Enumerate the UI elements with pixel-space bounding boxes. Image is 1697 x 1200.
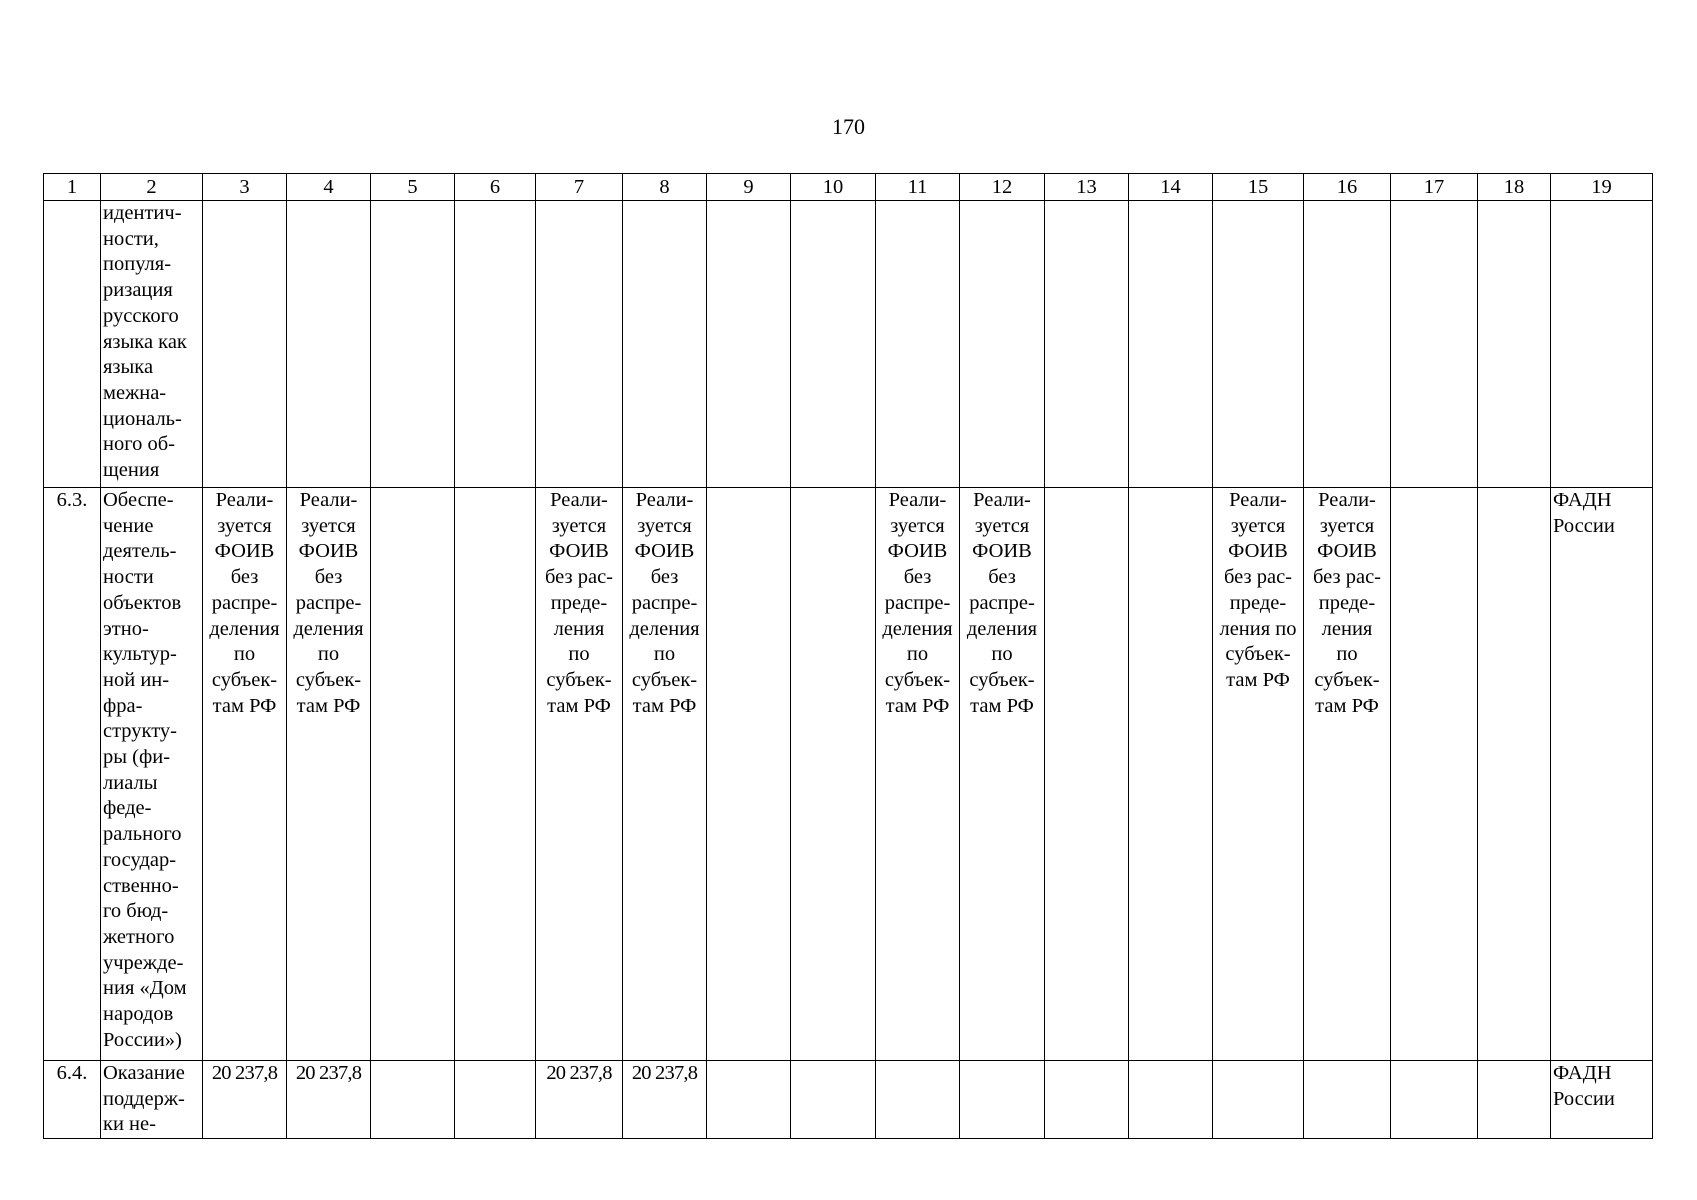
cell-col-19 (1551, 201, 1653, 488)
column-header: 5 (371, 174, 455, 201)
cell-col-19: ФАДН России (1551, 1061, 1653, 1139)
row-number: 6.4. (44, 1061, 101, 1139)
column-header: 15 (1213, 174, 1304, 201)
cell-col-15 (1213, 201, 1304, 488)
column-header: 6 (455, 174, 536, 201)
cell-col-18 (1478, 488, 1551, 1061)
cell-col-15 (1213, 1061, 1304, 1139)
cell-col-11 (876, 201, 960, 488)
column-header: 13 (1045, 174, 1129, 201)
cell-col-13 (1045, 488, 1129, 1061)
table-row-6-3 (44, 488, 1653, 1061)
cell-col-7: Реали- зуется ФОИВ без рас- преде- ления по субъек- там РФ (536, 488, 623, 1061)
cell-col-6 (455, 201, 536, 488)
cell-col-4: Реали- зуется ФОИВ без распре- деления по субъек- там РФ (287, 488, 371, 1061)
column-header: 9 (707, 174, 791, 201)
table-row-6-4 (44, 1061, 1653, 1139)
cell-col-9 (707, 488, 791, 1061)
cell-col-3: 20 237,8 (203, 1061, 287, 1139)
column-header: 4 (287, 174, 371, 201)
cell-col-11: Реали- зуется ФОИВ без распре- деления по субъек- там РФ (876, 488, 960, 1061)
table-row-continuation (44, 201, 1653, 488)
cell-col-10 (791, 1061, 876, 1139)
cell-col-3 (203, 201, 287, 488)
cell-col-19: ФАДН России (1551, 488, 1653, 1061)
cell-col-8: 20 237,8 (623, 1061, 707, 1139)
cell-col-14 (1129, 1061, 1213, 1139)
column-header: 19 (1551, 174, 1653, 201)
cell-col-9 (707, 1061, 791, 1139)
cell-col-17 (1391, 488, 1478, 1061)
cell-col-17 (1391, 201, 1478, 488)
cell-col-13 (1045, 1061, 1129, 1139)
cell-col-18 (1478, 201, 1551, 488)
cell-col-5 (371, 201, 455, 488)
cell-col-8: Реали- зуется ФОИВ без распре- деления по субъек- там РФ (623, 488, 707, 1061)
cell-col-4: 20 237,8 (287, 1061, 371, 1139)
cell-col-6 (455, 488, 536, 1061)
column-header: 16 (1304, 174, 1391, 201)
cell-col-12 (960, 1061, 1045, 1139)
column-header: 17 (1391, 174, 1478, 201)
row-number (44, 201, 101, 488)
row-name: Оказание поддерж- ки не- (101, 1061, 203, 1139)
cell-col-14 (1129, 488, 1213, 1061)
cell-col-9 (707, 201, 791, 488)
column-header: 11 (876, 174, 960, 201)
column-header: 10 (791, 174, 876, 201)
column-header: 7 (536, 174, 623, 201)
cell-col-11 (876, 1061, 960, 1139)
row-number: 6.3. (44, 488, 101, 1061)
column-header: 8 (623, 174, 707, 201)
cell-col-8 (623, 201, 707, 488)
cell-col-15: Реали- зуется ФОИВ без рас- преде- ления по субъек- там РФ (1213, 488, 1304, 1061)
cell-col-4 (287, 201, 371, 488)
column-number-row (44, 174, 1653, 201)
cell-col-12 (960, 201, 1045, 488)
cell-col-10 (791, 488, 876, 1061)
page-number: 170 (832, 114, 865, 139)
cell-col-10 (791, 201, 876, 488)
cell-col-12: Реали- зуется ФОИВ без распре- деления по субъек- там РФ (960, 488, 1045, 1061)
cell-col-17 (1391, 1061, 1478, 1139)
cell-col-5 (371, 1061, 455, 1139)
column-header: 3 (203, 174, 287, 201)
cell-col-6 (455, 1061, 536, 1139)
column-header: 18 (1478, 174, 1551, 201)
column-header: 1 (44, 174, 101, 201)
cell-col-16 (1304, 1061, 1391, 1139)
cell-col-14 (1129, 201, 1213, 488)
cell-col-16 (1304, 201, 1391, 488)
budget-table (43, 173, 1653, 1139)
column-header: 12 (960, 174, 1045, 201)
cell-col-5 (371, 488, 455, 1061)
cell-col-16: Реали- зуется ФОИВ без рас- преде- ления по субъек- там РФ (1304, 488, 1391, 1061)
cell-col-18 (1478, 1061, 1551, 1139)
column-header: 14 (1129, 174, 1213, 201)
cell-col-13 (1045, 201, 1129, 488)
row-name: Обеспе- чение деятель- ности объектов этно- культур- ной ин- фра- структу- ры (фи- лиалы феде- рального государ- ственно- го бюд- жетного учрежде- ния «Дом народов России») (101, 488, 203, 1061)
cell-col-7: 20 237,8 (536, 1061, 623, 1139)
column-header: 2 (101, 174, 203, 201)
row-name: идентич- ности, популя- ризация русского языка как языка межна- циональ- ного об- щения (101, 201, 203, 488)
cell-col-3: Реали- зуется ФОИВ без распре- деления по субъек- там РФ (203, 488, 287, 1061)
cell-col-7 (536, 201, 623, 488)
